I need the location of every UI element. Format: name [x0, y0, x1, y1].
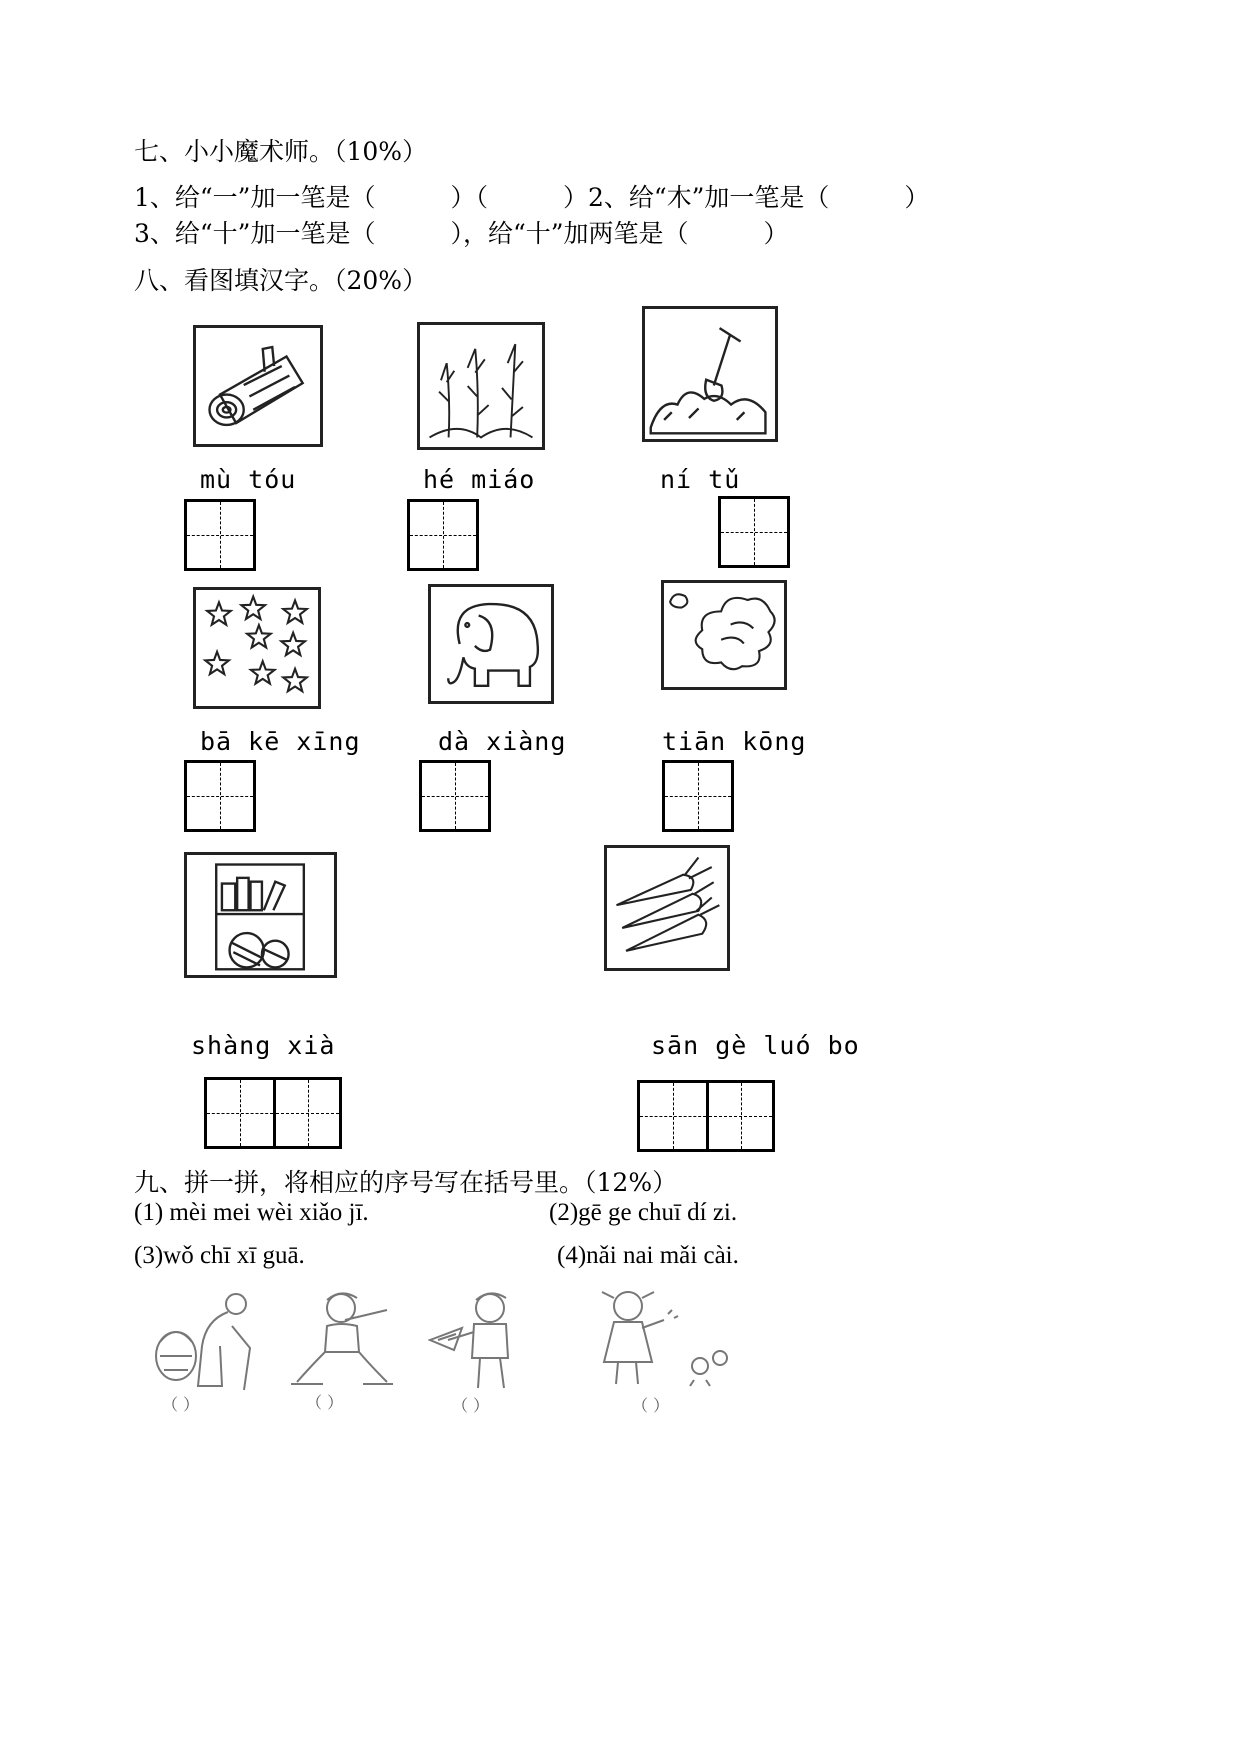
star-shape: [283, 669, 307, 691]
sentence-1: (1) mèi mei wèi xiǎo jī.: [134, 1199, 369, 1226]
section7-question-3: 3、给“十”加一笔是（ ），给“十”加两笔是（ ）: [134, 219, 789, 248]
answer-paren-4[interactable]: （ ）: [632, 1396, 670, 1415]
writing-grid-shang-xia[interactable]: [204, 1077, 342, 1149]
elephant-icon: [428, 584, 554, 704]
star-shape: [205, 652, 229, 674]
pinyin-shang-xia: shàng xià: [191, 1031, 336, 1060]
sentence-3: (3)wǒ chī xī guā.: [134, 1242, 305, 1269]
answer-paren-2[interactable]: （ ）: [306, 1393, 344, 1412]
answer-paren-1[interactable]: （ ）: [162, 1395, 200, 1414]
writing-grid-ba-ke-xing[interactable]: [184, 760, 256, 832]
seedlings-icon: [417, 322, 545, 450]
carrots-icon: [604, 845, 730, 971]
star-shape: [281, 633, 305, 655]
boy-watermelon-icon: [428, 1288, 538, 1392]
star-shape: [251, 661, 275, 683]
log-icon: [193, 325, 323, 447]
girl-chicks-icon: [590, 1284, 750, 1392]
section8-heading: 八、看图填汉字。（20%）: [134, 266, 428, 295]
pinyin-he-miao: hé miáo: [423, 465, 536, 494]
writing-grid-tian-kong[interactable]: [662, 760, 734, 832]
star-shape: [283, 600, 307, 622]
pinyin-mu-tou: mù tóu: [200, 465, 297, 494]
star-shape: [241, 597, 265, 619]
shelf-icon: [184, 852, 337, 978]
writing-grid-he-miao[interactable]: [407, 499, 479, 571]
grandma-basket-icon: [146, 1286, 266, 1394]
pinyin-da-xiang: dà xiàng: [438, 727, 567, 756]
clouds-icon: [661, 580, 787, 690]
boy-flute-icon: [287, 1286, 397, 1394]
pinyin-ba-ke-xing: bā kē xīng: [200, 727, 361, 756]
pinyin-san-ge-luo-bo: sān gè luó bo: [651, 1031, 860, 1060]
pinyin-ni-tu: ní tǔ: [660, 465, 741, 494]
writing-grid-ni-tu[interactable]: [718, 496, 790, 568]
star-shape: [247, 625, 271, 647]
section7-question-1-2: 1、给“一”加一笔是（ ）（ ）2、给“木”加一笔是（ ）: [134, 183, 930, 212]
sentence-4: (4)nǎi nai mǎi cài.: [557, 1242, 739, 1269]
writing-grid-san-ge-luo-bo[interactable]: [637, 1080, 775, 1152]
answer-paren-3[interactable]: （ ）: [452, 1396, 490, 1415]
soil-shovel-icon: [642, 306, 778, 442]
pinyin-tian-kong: tiān kōng: [662, 727, 807, 756]
stars-icon: [193, 587, 321, 709]
section9-heading: 九、拼一拼，将相应的序号写在括号里。（12%）: [134, 1168, 678, 1197]
writing-grid-mu-tou[interactable]: [184, 499, 256, 571]
star-shape: [207, 602, 231, 624]
section7-heading: 七、小小魔术师。（10%）: [134, 137, 428, 166]
sentence-2: (2)gē ge chuī dí zi.: [549, 1199, 738, 1226]
writing-grid-da-xiang[interactable]: [419, 760, 491, 832]
